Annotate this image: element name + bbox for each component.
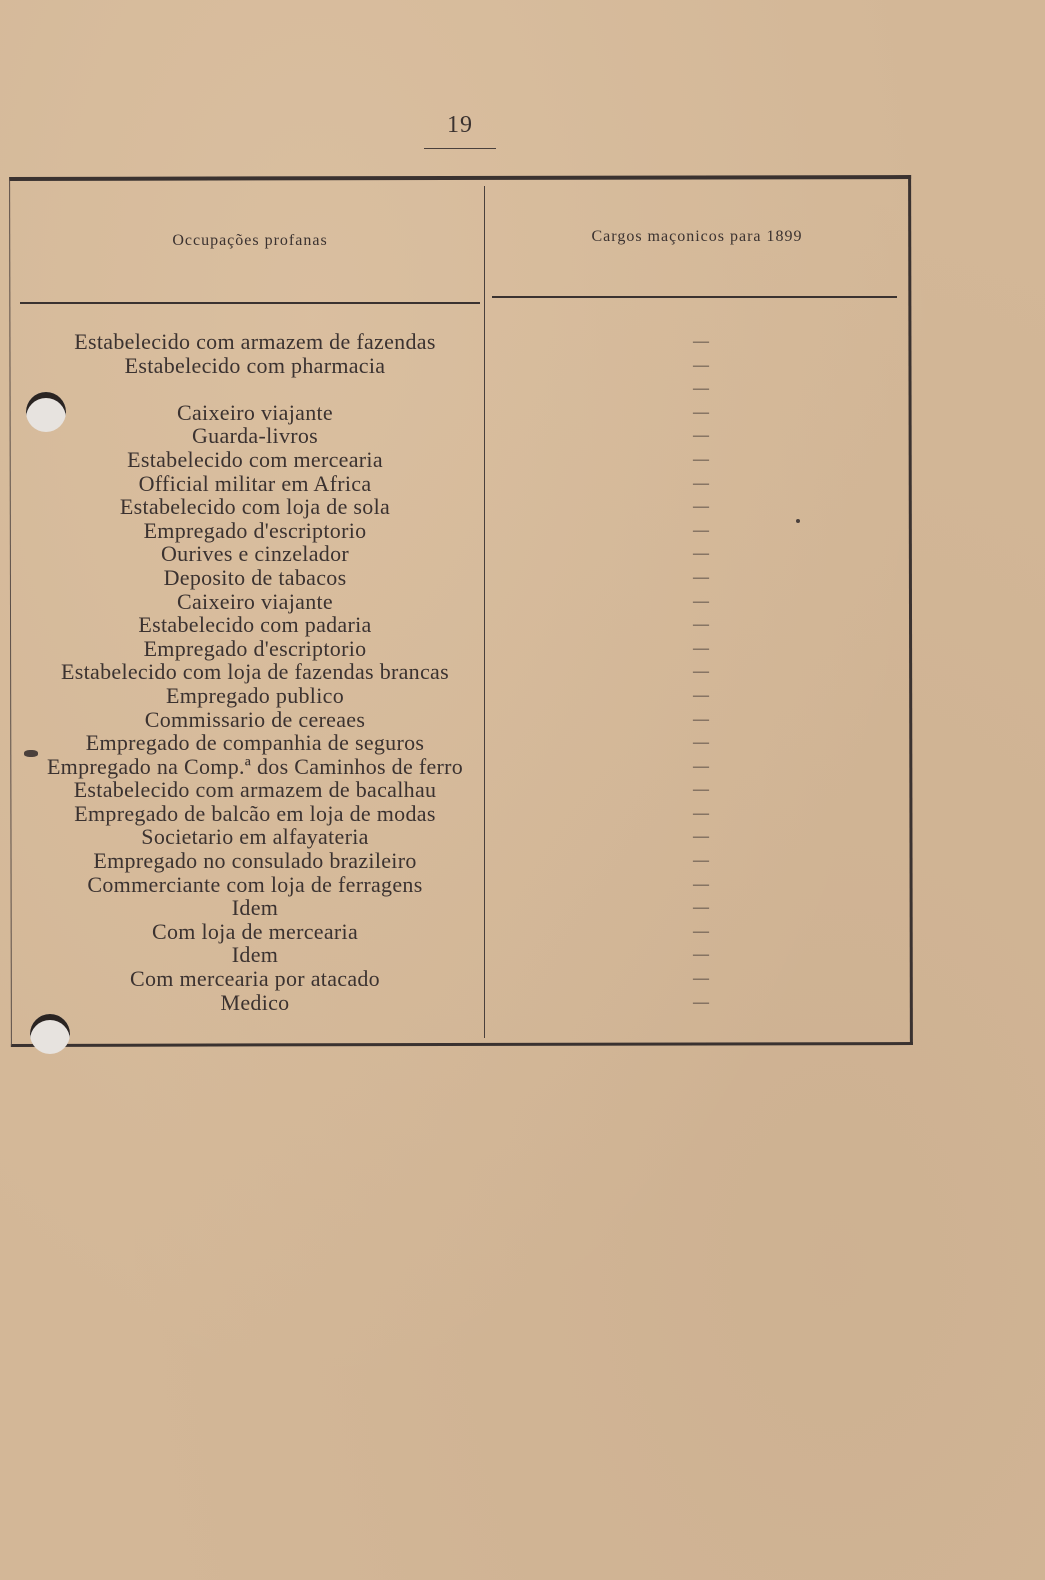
cargo-dash: — — [693, 804, 709, 822]
occupation-cell: Idem — [231, 942, 279, 968]
cargo-dash: — — [693, 922, 709, 940]
cargo-dash: — — [693, 545, 709, 563]
occupation-cell: Empregado de balcão em loja de modas — [74, 800, 436, 826]
ink-speck — [796, 519, 800, 523]
cargo-dash: — — [693, 970, 709, 988]
cargo-dash: — — [693, 380, 709, 398]
occupation-cell: Estabelecido com mercearia — [127, 446, 383, 472]
cargo-dash: — — [693, 875, 709, 893]
occupation-cell: Commissario de cereaes — [144, 706, 366, 732]
header-rule-left — [20, 302, 480, 304]
occupation-cell: Empregado no consulado brazileiro — [93, 848, 417, 874]
cargo-dash: — — [693, 686, 709, 704]
occupation-cell: Empregado d'escriptorio — [143, 517, 367, 543]
occupation-cell: Estabelecido com loja de fazendas brancas — [61, 659, 449, 685]
cargo-dash: — — [693, 403, 709, 421]
cargo-dash: — — [693, 568, 709, 586]
occupation-cell: Empregado d'escriptorio — [143, 635, 367, 661]
header-cargos-maconicos: Cargos maçonicos para 1899 — [591, 228, 803, 245]
cargo-dash: — — [693, 474, 709, 492]
cargo-dash: — — [693, 946, 709, 964]
occupation-cell: Estabelecido com pharmacia — [124, 352, 386, 378]
cargo-dash: — — [693, 993, 709, 1011]
occupation-cell: Official militar em Africa — [138, 470, 372, 496]
cargo-dash: — — [693, 710, 709, 728]
cargo-dash: — — [693, 450, 709, 468]
cargo-dash: — — [693, 781, 709, 799]
occupation-cell: Empregado na Comp.ª dos Caminhos de ferro — [46, 753, 464, 779]
occupation-cell: Estabelecido com armazem de fazendas — [74, 329, 436, 354]
occupation-cell: Medico — [220, 989, 290, 1015]
occupation-cell — [20, 377, 490, 401]
occupations-column — [20, 330, 490, 1014]
occupation-cell: Estabelecido com armazem de bacalhau — [73, 777, 437, 803]
occupation-cell: Caixeiro viajante — [177, 588, 333, 614]
ink-blot — [24, 750, 38, 757]
cargo-dash: — — [693, 592, 709, 610]
cargo-dash: — — [693, 757, 709, 775]
cargo-dash: — — [693, 828, 709, 846]
occupation-cell: Estabelecido com padaria — [138, 612, 372, 638]
occupation-cell: Com mercearia por atacado — [130, 966, 380, 992]
page-number-underline — [424, 148, 496, 149]
occupation-cell: Com loja de mercearia — [151, 918, 359, 944]
occupation-cell: Idem — [231, 895, 279, 921]
punch-hole-lower — [30, 1014, 70, 1054]
cargos-column — [676, 330, 726, 1014]
occupation-cell: Guarda-livros — [191, 423, 319, 449]
cargo-dash: — — [693, 333, 709, 350]
header-occupacoes-profanas: Occupações profanas — [172, 232, 328, 249]
cargo-dash: — — [693, 663, 709, 681]
occupation-cell: Empregado de companhia de seguros — [85, 730, 425, 756]
punch-hole-upper — [26, 392, 66, 432]
occupation-cell: Empregado publico — [166, 682, 344, 708]
page-number: 19 — [447, 112, 473, 138]
cargo-dash: — — [693, 616, 709, 634]
cargo-dash: — — [693, 852, 709, 870]
occupation-cell: Estabelecido com loja de sola — [119, 494, 391, 520]
occupation-cell: Caixeiro viajante — [177, 399, 333, 425]
cargo-dash: — — [693, 427, 709, 445]
occupation-cell: Commerciante com loja de ferragens — [87, 871, 423, 897]
header-rule-right — [492, 296, 897, 298]
occupation-cell: Societario em alfayateria — [141, 824, 369, 850]
cargo-dash: — — [693, 521, 709, 539]
occupation-cell: Ourives e cinzelador — [160, 541, 350, 567]
cargo-dash: — — [693, 639, 709, 657]
occupation-cell: Deposito de tabacos — [163, 564, 347, 590]
cargo-dash: — — [693, 356, 709, 374]
cargo-dash: — — [693, 498, 709, 516]
cargo-dash: — — [693, 734, 709, 752]
cargo-dash: — — [693, 899, 709, 917]
